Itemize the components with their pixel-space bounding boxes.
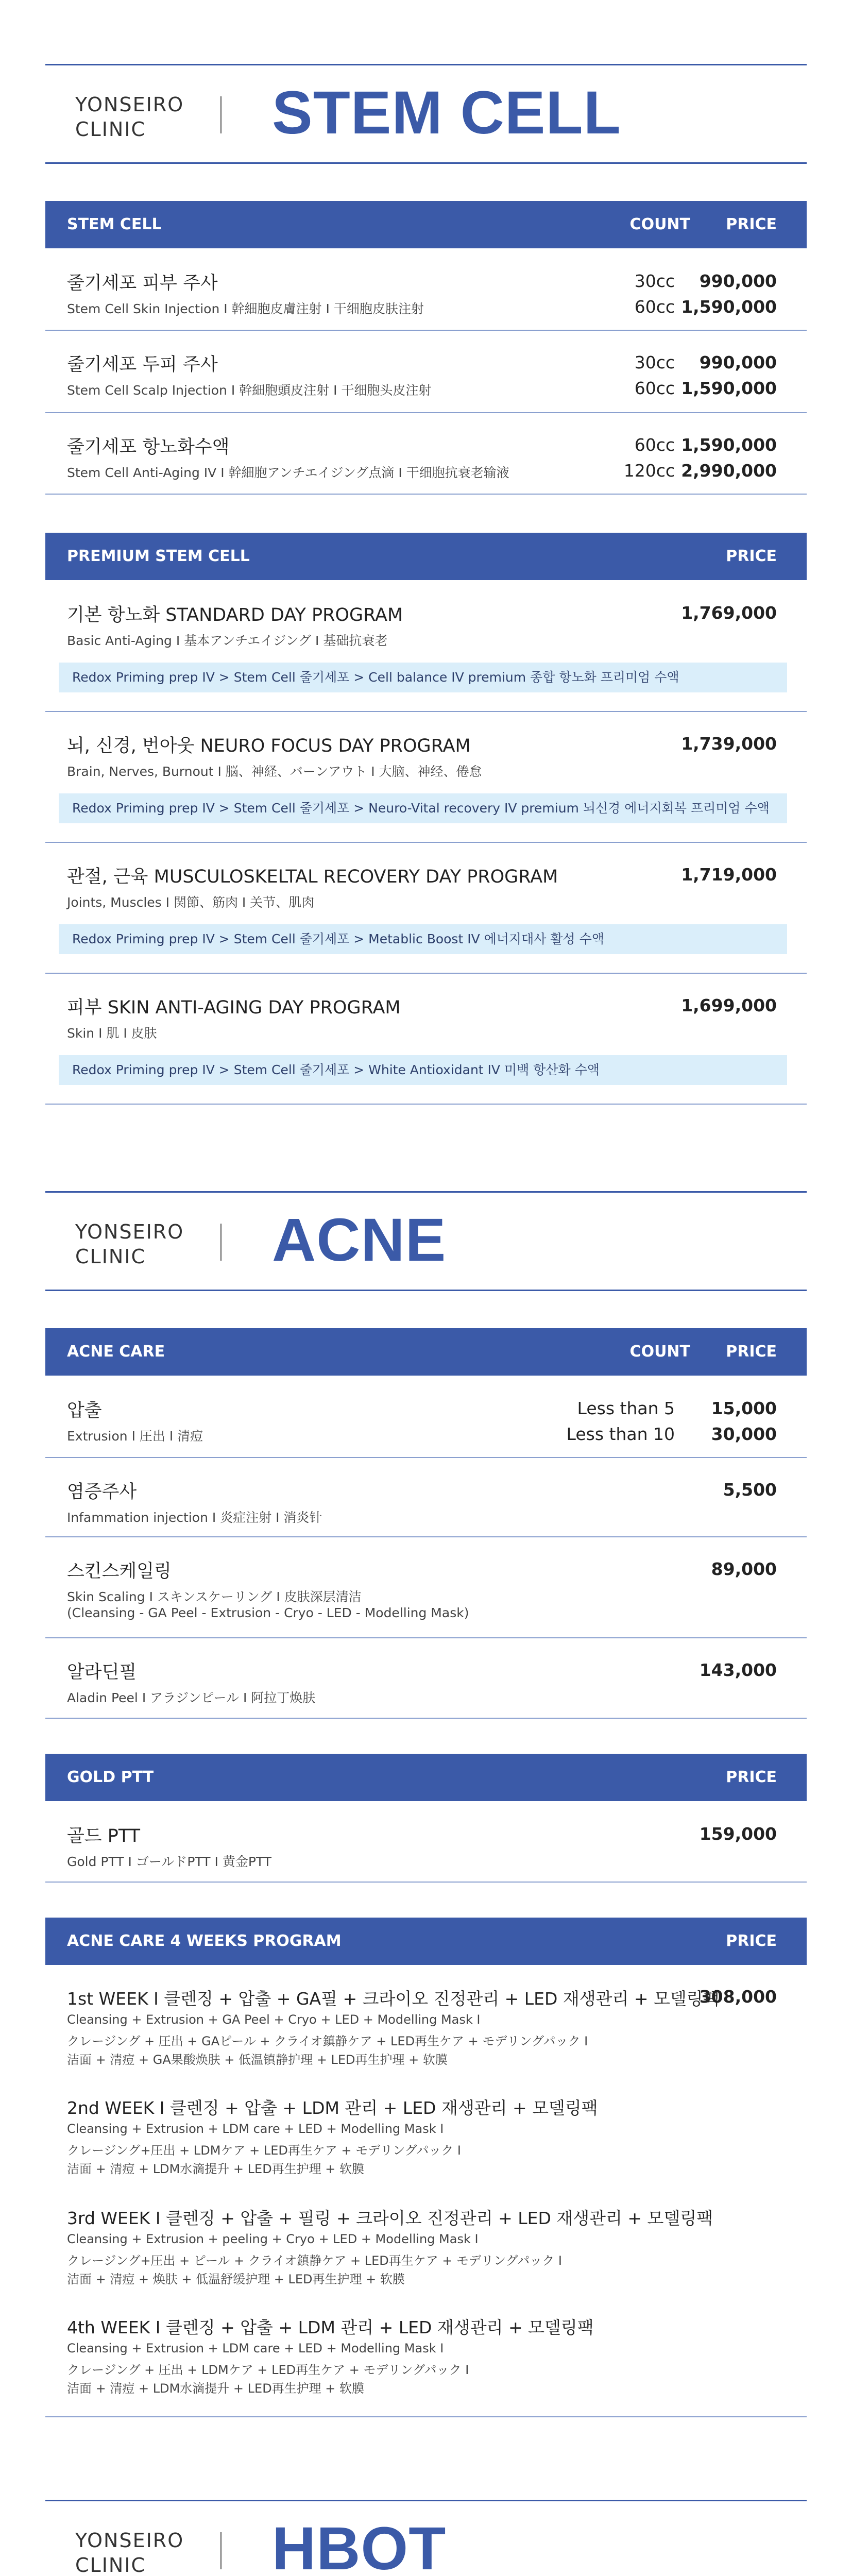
week-title: 3rd WEEK I 클렌징 + 압출 + 필링 + 크라이오 진정관리 + LED 재생관리 + 모델링팩 (67, 2208, 713, 2228)
item-price: 143,000 (699, 1660, 777, 1680)
item-count: 60cc (634, 435, 675, 455)
item-name: 압출 (67, 1400, 102, 1421)
program-subtitle: Brain, Nerves, Burnout I 脳、神経、バーンアウト I 大脑、神经、倦怠 (67, 764, 482, 779)
acne-care-table-header (45, 1328, 807, 1376)
column-label: GOLD PTT (67, 1768, 154, 1786)
column-label: ACNE CARE (67, 1343, 165, 1361)
item-count: 60cc (634, 297, 675, 317)
table-row (45, 330, 807, 413)
week-steps-zh: 洁面 + 清痘 + LDM水滴提升 + LED再生护理 + 软膜 (67, 2381, 365, 2396)
program-name: 기본 항노화 STANDARD DAY PROGRAM (67, 605, 403, 625)
program-subtitle: Basic Anti-Aging I 基本アンチエイジング I 基础抗衰老 (67, 633, 388, 648)
week-steps-en: Cleansing + Extrusion + LDM care + LED + Modelling Mask I (67, 2122, 444, 2136)
item-price: 1,590,000 (681, 297, 777, 317)
week-steps-ja: クレージング+圧出 + ピール + クライオ鎮静ケア + LED再生ケア + モデリングパック I (67, 2253, 562, 2268)
column-price: PRICE (726, 1768, 777, 1786)
week-title: 4th WEEK I 클렌징 + 압출 + LDM 관리 + LED 재생관리 + 모델링팩 (67, 2317, 594, 2337)
clinic-logo-text: YONSEIRO CLINIC (75, 93, 184, 141)
item-subtitle: Aladin Peel I アラジンピール I 阿拉丁焕肤 (67, 1690, 316, 1705)
program-price: 308,000 (699, 1987, 777, 2007)
stem-cell-table-header (45, 201, 807, 248)
item-name: 골드 PTT (67, 1826, 140, 1846)
item-name: 염증주사 (67, 1482, 137, 1502)
column-price: PRICE (726, 215, 777, 233)
column-label: ACNE CARE 4 WEEKS PROGRAM (67, 1932, 342, 1950)
program-name: 피부 SKIN ANTI-AGING DAY PROGRAM (67, 997, 401, 1018)
week-steps-zh: 洁面 + 清痘 + LDM水滴提升 + LED再生护理 + 软膜 (67, 2162, 365, 2176)
program-protocol: Redox Priming prep IV > Stem Cell 줄기세포 > Cell balance IV premium 종합 항노화 프리미엄 수액 (59, 663, 787, 692)
weeks-program-block (45, 1965, 807, 2417)
item-price: 990,000 (699, 352, 777, 372)
table-row (45, 1457, 807, 1537)
column-price: PRICE (726, 1343, 777, 1361)
item-count: 120cc (623, 461, 675, 481)
week-steps-en: Cleansing + Extrusion + GA Peel + Cryo + LED + Modelling Mask I (67, 2012, 481, 2027)
item-subtitle: Stem Cell Anti-Aging IV I 幹細胞アンチエイジング点滴 I 干细胞抗衰老输液 (67, 465, 509, 480)
column-price: PRICE (726, 1932, 777, 1950)
week-steps-ja: クレージング + 圧出 + GAピール + クライオ鎮静ケア + LED再生ケア + モデリングパック I (67, 2034, 588, 2048)
section-title: ACNE (272, 1206, 447, 1274)
hbot-header (45, 2500, 807, 2576)
item-steps: (Cleansing - GA Peel - Extrusion - Cryo - LED - Modelling Mask) (67, 1605, 469, 1620)
header-divider (220, 96, 221, 133)
stem-cell-header (45, 64, 807, 164)
table-row (45, 412, 807, 495)
item-name: 줄기세포 두피 주사 (67, 354, 218, 375)
premium-stem-cell-table-header (45, 533, 807, 580)
item-count: 30cc (634, 352, 675, 372)
table-row (45, 973, 807, 1105)
program-price: 1,739,000 (681, 734, 777, 754)
table-row (45, 1637, 807, 1719)
program-protocol: Redox Priming prep IV > Stem Cell 줄기세포 > Neuro-Vital recovery IV premium 뇌신경 에너지회복 프리미엄 수액 (59, 793, 787, 823)
section-title: HBOT (272, 2515, 447, 2576)
item-subtitle: Extrusion I 圧出 I 清痘 (67, 1429, 203, 1444)
program-subtitle: Skin I 肌 I 皮肤 (67, 1026, 157, 1041)
clinic-logo-text: YONSEIRO CLINIC (75, 1221, 184, 1268)
item-count: Less than 10 (566, 1424, 675, 1444)
item-price: 89,000 (711, 1559, 777, 1579)
column-label: STEM CELL (67, 215, 162, 233)
week-steps-ja: クレージング+圧出 + LDMケア + LED再生ケア + モデリングパック I (67, 2143, 462, 2158)
item-count: 60cc (634, 378, 675, 398)
week-steps-en: Cleansing + Extrusion + LDM care + LED + Modelling Mask I (67, 2341, 444, 2355)
table-row (45, 711, 807, 843)
week-steps-zh: 洁面 + 清痘 + 焕肤 + 低温舒缓护理 + LED再生护理 + 软膜 (67, 2272, 405, 2286)
item-price: 15,000 (711, 1398, 777, 1418)
column-price: PRICE (726, 547, 777, 565)
program-protocol: Redox Priming prep IV > Stem Cell 줄기세포 > White Antioxidant IV 미백 항산화 수액 (59, 1055, 787, 1085)
program-protocol: Redox Priming prep IV > Stem Cell 줄기세포 > Metablic Boost IV 에너지대사 활성 수액 (59, 924, 787, 954)
item-name: 알라딘필 (67, 1662, 137, 1683)
column-label: PREMIUM STEM CELL (67, 547, 250, 565)
program-price: 1,769,000 (681, 603, 777, 623)
item-count: Less than 5 (577, 1398, 675, 1418)
item-price: 30,000 (711, 1424, 777, 1444)
item-subtitle: Stem Cell Skin Injection I 幹細胞皮膚注射 I 干细胞皮肤注射 (67, 301, 424, 316)
program-subtitle: Joints, Muscles I 関節、筋肉 I 关节、肌肉 (67, 895, 315, 910)
item-count: 30cc (634, 271, 675, 291)
item-name: 줄기세포 피부 주사 (67, 273, 218, 294)
item-subtitle: Stem Cell Scalp Injection I 幹細胞頭皮注射 I 干细胞头皮注射 (67, 383, 432, 398)
header-divider (220, 1224, 221, 1261)
item-price: 990,000 (699, 271, 777, 291)
table-row (45, 1801, 807, 1883)
acne-header (45, 1191, 807, 1291)
table-row (45, 580, 807, 712)
table-row (45, 1376, 807, 1458)
section-title: STEM CELL (272, 79, 621, 147)
acne-4-weeks-table-header (45, 1918, 807, 1965)
program-price: 1,699,000 (681, 995, 777, 1015)
item-subtitle: Gold PTT I ゴールドPTT I 黄金PTT (67, 1854, 271, 1869)
table-row (45, 842, 807, 974)
item-price: 2,990,000 (681, 461, 777, 481)
item-name: 스킨스케일링 (67, 1561, 172, 1582)
program-name: 뇌, 신경, 번아웃 NEURO FOCUS DAY PROGRAM (67, 736, 471, 756)
item-name: 줄기세포 항노화수액 (67, 437, 230, 457)
header-divider (220, 2532, 221, 2569)
gold-ptt-table-header (45, 1754, 807, 1801)
week-steps-ja: クレージング + 圧出 + LDMケア + LED再生ケア + モデリングパック I (67, 2363, 469, 2377)
item-price: 5,500 (723, 1480, 777, 1500)
table-row (45, 248, 807, 331)
week-steps-en: Cleansing + Extrusion + peeling + Cryo + LED + Modelling Mask I (67, 2232, 479, 2246)
program-price: 1,719,000 (681, 865, 777, 885)
column-count: COUNT (629, 1343, 690, 1361)
column-count: COUNT (629, 215, 690, 233)
program-name: 관절, 근육 MUSCULOSKELTAL RECOVERY DAY PROGRAM (67, 867, 558, 887)
table-row (45, 1536, 807, 1638)
item-price: 1,590,000 (681, 435, 777, 455)
item-subtitle: Skin Scaling I スキンスケーリング I 皮肤深层清洁 (67, 1589, 362, 1604)
item-subtitle: Infammation injection I 炎症注射 I 消炎针 (67, 1510, 322, 1525)
item-price: 1,590,000 (681, 378, 777, 398)
item-price: 159,000 (699, 1824, 777, 1844)
clinic-logo-text: YONSEIRO CLINIC (75, 2529, 184, 2576)
week-title: 2nd WEEK I 클렌징 + 압출 + LDM 관리 + LED 재생관리 + 모델링팩 (67, 2098, 598, 2118)
week-steps-zh: 洁面 + 清痘 + GA果酸焕肤 + 低温镇静护理 + LED再生护理 + 软膜 (67, 2053, 448, 2067)
week-title: 1st WEEK I 클렌징 + 압출 + GA필 + 크라이오 진정관리 + LED 재생관리 + 모델링팩 (67, 1989, 720, 2009)
